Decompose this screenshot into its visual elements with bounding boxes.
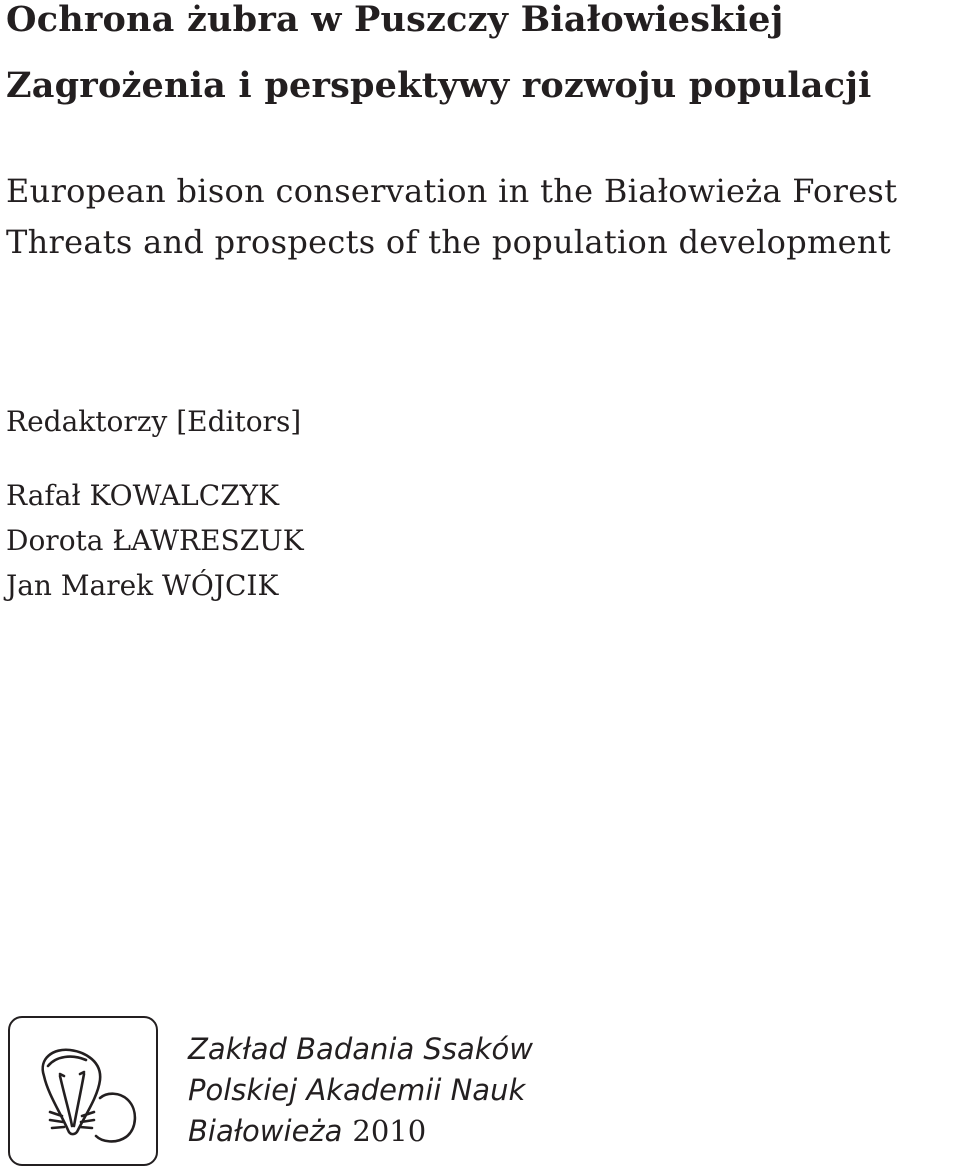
institution-name-line-2: Polskiej Akademii Nauk <box>188 1073 526 1107</box>
institution-name-line-1: Zakład Badania Ssaków <box>188 1032 533 1066</box>
editors-heading: Redaktorzy [Editors] <box>6 405 302 438</box>
editor-name: Dorota ŁAWRESZUK <box>6 524 304 557</box>
editor-name: Rafał KOWALCZYK <box>6 479 280 512</box>
publication-place: Białowieża <box>188 1114 343 1148</box>
polish-title-line-1: Ochrona żubra w Puszczy Białowieskiej <box>6 0 784 40</box>
mammal-head-logo-icon <box>10 1018 156 1164</box>
publication-place-year <box>188 1114 426 1148</box>
publisher-logo <box>8 1016 158 1166</box>
polish-title-line-2: Zagrożenia i perspektywy rozwoju populacji <box>6 65 872 106</box>
publication-year: 2010 <box>352 1114 427 1148</box>
english-title-line-2: Threats and prospects of the population development <box>6 223 891 261</box>
editor-name: Jan Marek WÓJCIK <box>6 569 279 602</box>
english-title-line-1: European bison conservation in the Białowieża Forest <box>6 172 898 210</box>
